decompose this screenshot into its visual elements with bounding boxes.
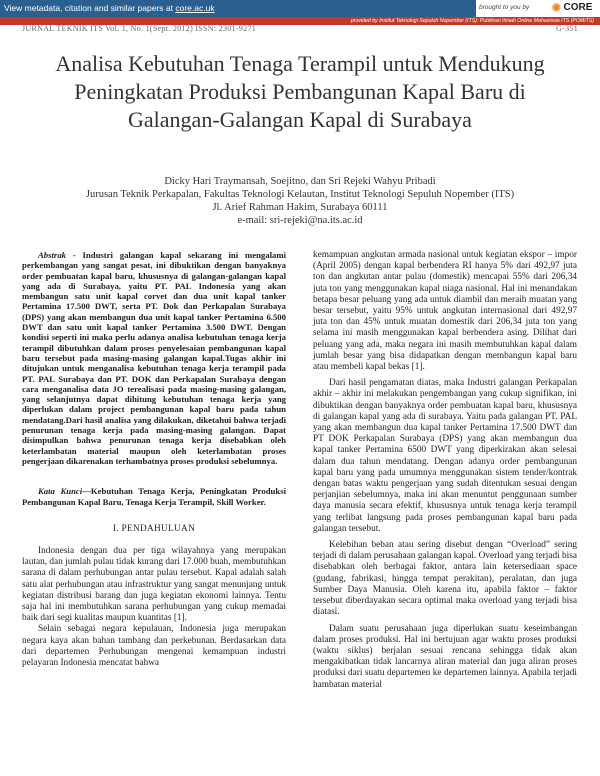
- journal-name: JURNAL TEKNIK ITS Vol. 1, No. 1(Sept. 2012) ISSN: 2301-9271: [22, 24, 257, 33]
- affiliation-line-1: Jurusan Teknik Perkapalan, Fakultas Teknologi Kelautan, Institut Teknologi Sepuluh Nopember (ITS): [85, 189, 515, 200]
- keywords-label: Kata Kunci: [38, 486, 83, 497]
- intro-paragraph-1: Indonesia dengan dua per tiga wilayahnya yang merupakan lautan, dan jumlah pulau tidak kurang dari 17.000 buah, membutuhkan sarana di dalam perhubungan antar pulau tersebut. Kapal adalah salah satu alat perhubungan atau infrastruktur yang sangat menunjang untuk kegiatan distribusi barang dan juga kegiatan ekonomi lainnya. Tentu saja hal ini membutuhkan sarana perhubungan yang cukup memadai baik dari segi kualitas maupun kuantitas [1].: [22, 546, 286, 624]
- paper-affiliation: [40, 188, 560, 227]
- right-paragraph-2: Dari hasil pengamatan diatas, maka Industri galangan Perkapalan akhir – akhir ini melakukan pengembangan yang cukup signifikan, ini dibuktikan dengan banyaknya order pembuatan kapal baru, khususnya di galangan kapal yang ada di surabaya. Yaitu pada galangan PT. PAL yang akan membangun dua kapal tanker Pertamina 17.500 DWT dan PT DOK Perkapalan Surabaya (DPS) yang akan membangun dua kapal tanker Pertamina 6500 DWT yang diperkirakan akan selesai dalam dua tahun mendatang. Dengan adanya order pembangunan kapal baru yang pada umumnya menggunakan sistem tender/kontrak dengan batas waktu pengerjaan yang sudah ditentukan sesuai dengan perjanjian sebelumnya, maka ini akan menuntut penggunaan sumber daya manusia secara efektif, khususnya untuk tenaga kerja terampil yang terlibat langsung pada proses pembangunan kapal baru pada galangan tersebut.: [313, 378, 577, 534]
- core-logo-icon: ◉: [552, 2, 561, 13]
- right-paragraph-4: Dalam suatu perusahaan juga diperlukan suatu keseimbangan dalam proses produksi. Hal ini bertujuan agar waktu proses produksi (waktu siklus) berjalan sesuai rencana sehingga tidak akan mengakibatkan tidak lancarnya aliran material dan juga aliran proses produksi dari suatu departemen ke departemen lainnya. Apabila terjadi hambatan material: [313, 623, 577, 690]
- page-number: G-351: [556, 24, 578, 33]
- right-paragraph-3: Kelebihan beban atau sering disebut dengan “Overload” sering terjadi di dalam perusahaan galangan kapal. Overload yang terjadi bisa disebabkan oleh berbagai faktor, antara lain ketersediaan space (gudang, fabrikasi, hingga tempat perakitan), peralatan, dan juga Sumber Daya Manusia. Oleh karena itu, apabila faktor – faktor tersebut diberdayakan secara optimal maka overload yang terjadi bisa diatasi.: [313, 540, 577, 618]
- core-logo-text: CORE: [563, 2, 593, 13]
- provider-note[interactable]: provided by Institut Teknologi Sepuluh Nopember (ITS): Publikasi Ilmiah Online Mahasiswa ITS (POMITS): [350, 18, 594, 24]
- core-banner-text: [4, 3, 215, 13]
- paper-title: Analisa Kebutuhan Tenaga Terampil untuk Mendukung Peningkatan Produksi Pembangunan Kapal Baru di Galangan-Galangan Kapal di Surabaya: [55, 51, 545, 132]
- paper-authors: Dicky Hari Traymansah, Soejitno, dan Sri Rejeki Wahyu Pribadi: [164, 176, 436, 187]
- abstract-label: Abstrak: [38, 250, 67, 260]
- section-heading: I. PENDAHULUAN: [112, 523, 196, 534]
- left-column: [22, 250, 286, 669]
- affiliation-line-2: Jl. Arief Rahman Hakim, Surabaya 60111: [212, 202, 388, 213]
- keywords-text: —Kebutuhan Tenaga Kerja, Peningkatan Produksi Pembangunan Kapal Baru, Tenaga Kerja Terampil, Skill Worker.: [22, 486, 286, 508]
- journal-header: [22, 24, 578, 33]
- intro-paragraph-2: Selain sebagai negara kepulauan, Indonesia juga merupakan negara kaya akan bahan tambang dan perkebunan. Berdasarkan data dari departemen Perhubungan mengenai kemampuan industri pelayaran Indonesia mencatat bahwa: [22, 624, 286, 669]
- brought-by-box[interactable]: [476, 0, 600, 17]
- brought-by-text: brought to you by: [479, 4, 530, 11]
- abstract-text: - Industri galangan kapal sekarang ini mengalami perkembangan yang sangat pesat, ini dibuktikan dengan banyaknya order pembuatan kapal baru, khususnya di galangan-galangan kapal yang ada di Surabaya, yaitu PT. PAL Indonesia yang akan membangun satu unit kapal corvet dan dua unit kapal tanker Pertamina 17.500 DWT, serta PT. Dok dan Perkapalan Surabaya (DPS) yang akan membangun dua unit kapal tanker Pertamina 6.500 DWT dan satu unit kapal tanker Pertamina 3.500 DWT. Dengan kondisi seperti ini maka perlu adanya analisa kebutuhan tenaga kerja terampil dibutuhkan dalam proses penyelesaian pembangunan kapal baru tersebut pada masing-masing galangan kapal.Tugas akhir ini ditujukan untuk menganalisa kebutuhan tenaga kerja terampil pada PT. PAL Surabaya dan PT. DOK dan Perkapalan Surabaya dengan cara menganalisa data JO terealisasi pada masing-masing galangan, yang selanjutnya dapat dihitung kebutuhan tenaga kerja yang diperlukan dalam project pembangunan kapal baru pada tahun mendatang.Dari hasil analisa yang dilakukan, diketahui bahwa terjadi penurunan tenaga kerja pada masing-masing galangan. Dapat disimpulkan bahwa penurunan tenaga kerja disebabkan oleh keterlambatan material maupun oleh keterlambatan proses pengerjaan dikarenakan terhambatnya proses produksi sebelumnya.: [22, 250, 286, 466]
- affiliation-email: e-mail: sri-rejeki@na.its.ac.id: [237, 215, 363, 226]
- core-logo: [552, 2, 592, 13]
- banner-prefix: View metadata, citation and similar papers at: [4, 3, 176, 13]
- abstract: [22, 250, 286, 466]
- keywords: [22, 486, 286, 508]
- right-paragraph-1: kemampuan angkutan armada nasional untuk kegiatan ekspor – impor (April 2005) dengan kapal berbendera RI hanya 5% dari 492,97 juta ton dan angkutan antar pulau (domestik) mencapai 55% dari 206,34 juta ton yang menggunakan kapal niaga nasional. Hal ini menandakan betapa besar peluang yang ada untuk diambil dan meraih muatan yang besar tersebut, yaitu 95% untuk angkutan internasional dari 492,97 juta ton dan 45% untuk muatan domestik dari 206,34 juta ton yang selama ini masih menggunakan kapal berbendera asing. Dilihat dari peluang yang ada, maka negara ini masih membutuhkan kapal dalam jumlah besar yang bisa didapatkan dengan membangun kapal baru atau membeli kapal bekas [1].: [313, 250, 577, 373]
- core-link[interactable]: core.ac.uk: [175, 3, 215, 13]
- right-column: [313, 250, 577, 691]
